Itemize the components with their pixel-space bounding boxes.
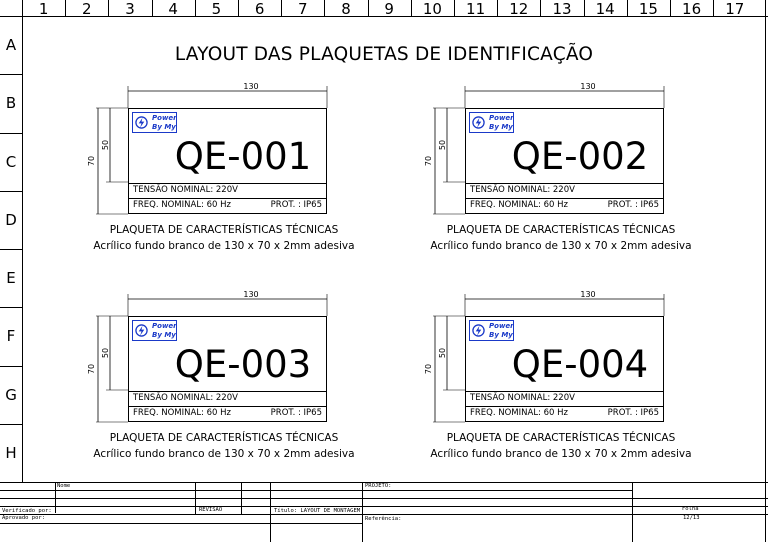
inner-height-dimension: 50 [101,139,110,151]
row-letter: F [6,327,16,346]
freq-nominal: FREQ. NOMINAL: 60 Hz [470,408,568,418]
column-number: 7 [298,0,308,18]
divider [466,183,663,184]
divider [466,406,663,407]
divider [129,391,326,392]
folha-label: Folha [682,506,699,512]
logo-line2: By My [489,122,513,131]
power-by-my-logo [469,112,514,133]
column-number: 9 [384,0,394,18]
row-letter: E [6,269,16,288]
outer-height-dimension: 70 [424,363,433,375]
column-number: 13 [552,0,572,18]
nameplate-3 [87,290,406,480]
divider [129,406,326,407]
plate-code: QE-002 [511,135,649,178]
power-by-my-logo [469,320,514,341]
plate-code: QE-001 [174,135,312,178]
freq-nominal: FREQ. NOMINAL: 60 Hz [470,200,568,210]
logo-line2: By My [152,122,176,131]
outer-height-dimension: 70 [87,155,96,167]
width-dimension: 130 [580,290,596,299]
plate-outline [128,108,327,214]
row-letter: A [5,36,17,55]
outer-height-dimension: 70 [87,363,96,375]
column-number: 11 [466,0,486,18]
power-bolt-icon [472,116,485,129]
power-bolt-icon [135,324,148,337]
power-by-my-logo [132,112,177,133]
column-number: 8 [341,0,351,18]
column-number: 3 [125,0,135,18]
column-number: 17 [725,0,745,18]
drawing-title: LAYOUT DAS PLAQUETAS DE IDENTIFICAÇÃO [174,44,594,65]
plate-material: Acrílico fundo branco de 130 x 70 x 2mm adesiva [430,240,692,252]
nameplate-1 [87,82,406,272]
plate-code: QE-004 [511,343,649,386]
logo-line2: By My [489,330,513,339]
row-letter: C [5,152,17,171]
power-bolt-icon [135,116,148,129]
folha-value: 12/13 [683,515,700,521]
freq-nominal: FREQ. NOMINAL: 60 Hz [133,408,231,418]
plate-caption: PLAQUETA DE CARACTERÍSTICAS TÉCNICAS [446,224,676,236]
inner-height-dimension: 50 [438,347,447,359]
column-number: 16 [682,0,702,18]
column-number: 15 [638,0,658,18]
projeto-label: PROJETO: [365,483,392,489]
divider [129,183,326,184]
column-number: 1 [38,0,49,18]
power-by-my-logo [132,320,177,341]
column-number: 4 [168,0,178,18]
verificado-label: Verificado por: [2,508,52,514]
inner-height-dimension: 50 [438,139,447,151]
logo-line1: Power [489,322,514,330]
tensao-nominal: TENSÃO NOMINAL: 220V [470,185,575,195]
frame-right [765,0,766,542]
column-number: 10 [422,0,442,18]
column-number: 5 [211,0,222,18]
plate-material: Acrílico fundo branco de 130 x 70 x 2mm adesiva [93,448,355,460]
column-number: 2 [82,0,92,18]
plate-outline [465,316,664,422]
revisao-label: REVISÃO [199,507,223,513]
tensao-nominal: TENSÃO NOMINAL: 220V [133,393,238,403]
protection-rating: PROT. : IP65 [607,408,659,418]
column-number: 6 [254,0,265,18]
freq-nominal: FREQ. NOMINAL: 60 Hz [133,200,231,210]
row-letter: H [5,443,17,462]
divider [129,198,326,199]
column-number: 14 [595,0,615,18]
logo-line1: Power [489,114,514,122]
protection-rating: PROT. : IP65 [270,408,322,418]
plate-outline [128,316,327,422]
protection-rating: PROT. : IP65 [270,200,322,210]
plate-material: Acrílico fundo branco de 130 x 70 x 2mm adesiva [93,240,355,252]
nameplate-2 [424,82,743,272]
logo-line1: Power [152,114,177,122]
plate-code: QE-003 [174,343,312,386]
nameplate-4 [424,290,743,480]
plate-caption: PLAQUETA DE CARACTERÍSTICAS TÉCNICAS [446,432,676,444]
referencia-label: Referência: [365,516,402,522]
frame-left [22,0,23,482]
tensao-nominal: TENSÃO NOMINAL: 220V [133,185,238,195]
logo-line2: By My [152,330,176,339]
protection-rating: PROT. : IP65 [607,200,659,210]
tensao-nominal: TENSÃO NOMINAL: 220V [470,393,575,403]
plate-caption: PLAQUETA DE CARACTERÍSTICAS TÉCNICAS [109,432,339,444]
aprovado-label: Aprovado por: [2,515,46,521]
row-letter: B [5,94,17,113]
inner-height-dimension: 50 [101,347,110,359]
divider [466,198,663,199]
row-letter: G [5,385,17,404]
width-dimension: 130 [243,290,259,299]
width-dimension: 130 [243,82,259,91]
outer-height-dimension: 70 [424,155,433,167]
nome-label: Nome [57,483,71,489]
column-number: 12 [509,0,529,18]
logo-line1: Power [152,322,177,330]
power-bolt-icon [472,324,485,337]
width-dimension: 130 [580,82,596,91]
plate-outline [465,108,664,214]
titulo-label: Título: LAYOUT DE MONTAGEM [274,508,361,514]
plate-caption: PLAQUETA DE CARACTERÍSTICAS TÉCNICAS [109,224,339,236]
row-letter: D [5,210,17,229]
divider [466,391,663,392]
plate-material: Acrílico fundo branco de 130 x 70 x 2mm adesiva [430,448,692,460]
